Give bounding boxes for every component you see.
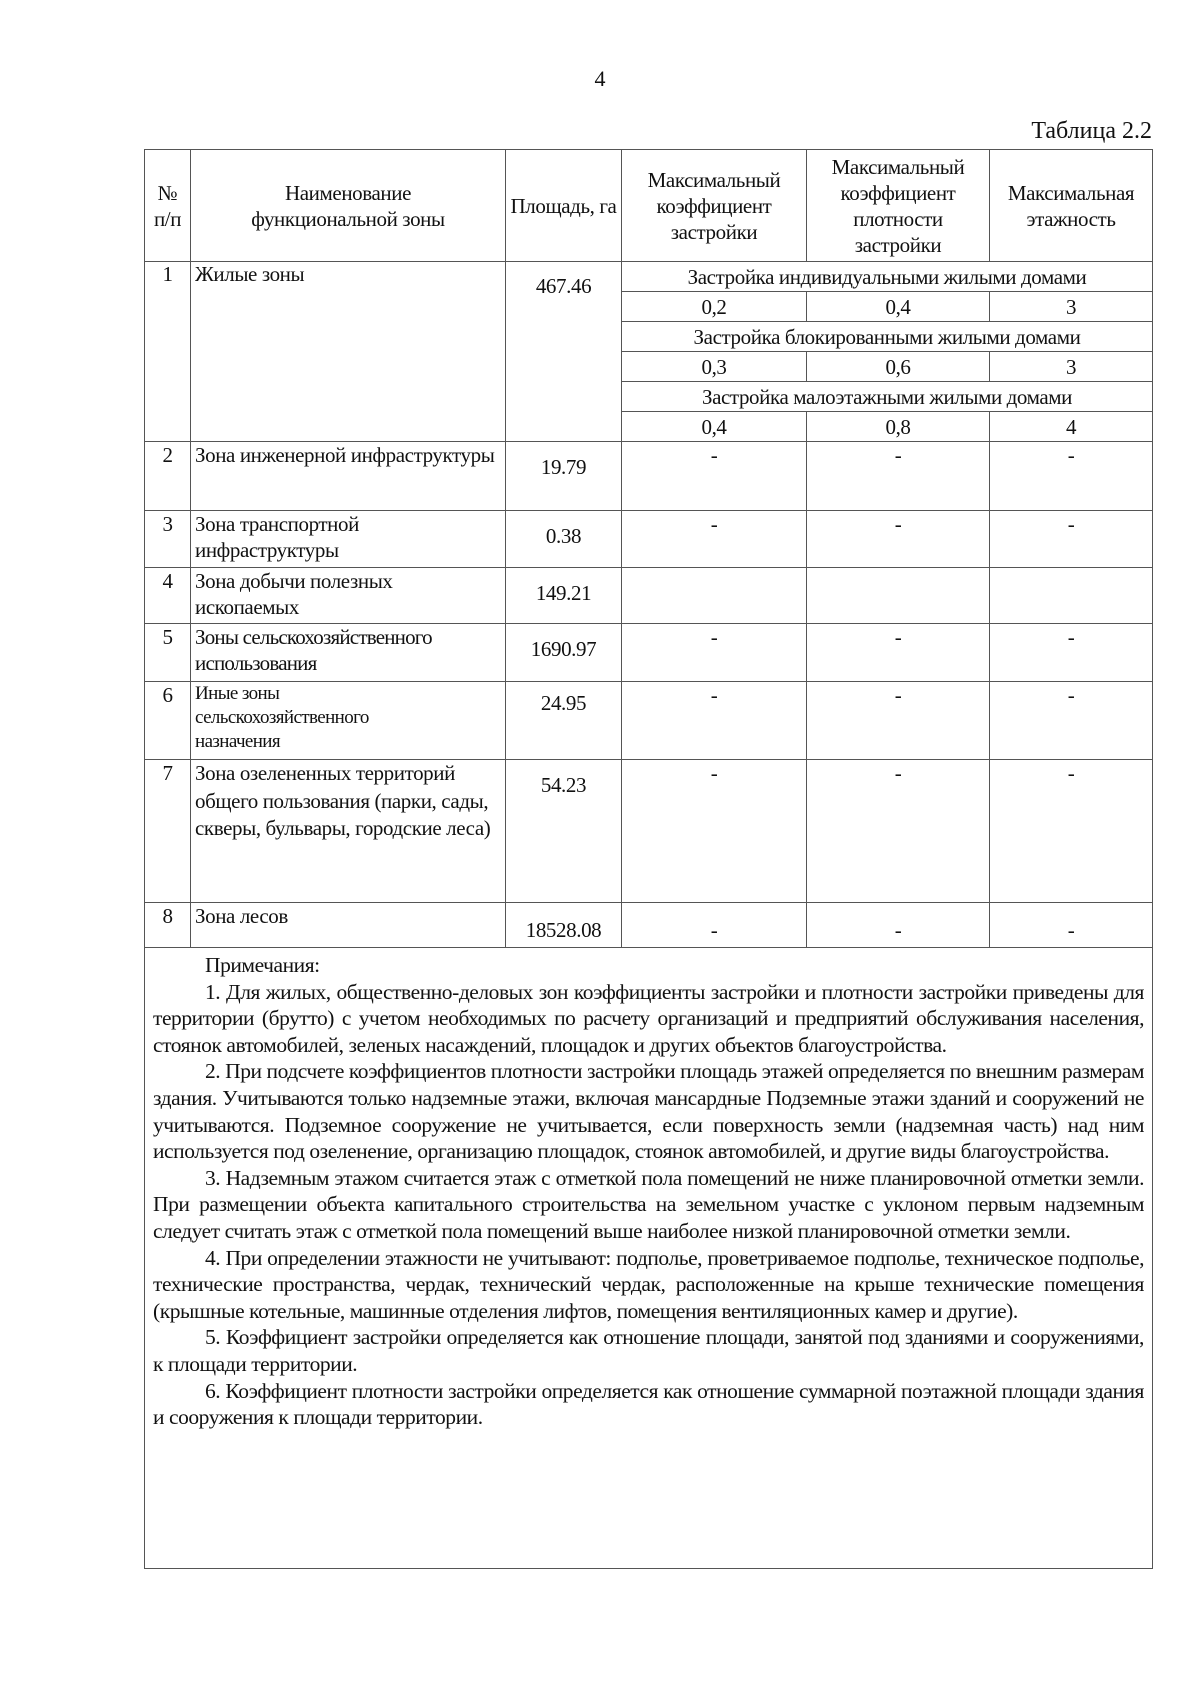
row-area: 19.79	[506, 442, 622, 511]
header-floors: Максимальная этажность	[990, 150, 1153, 262]
cell-value: -	[807, 442, 990, 511]
cell-value: -	[990, 682, 1153, 760]
cell-value: 0,8	[807, 412, 990, 442]
cell-value: 4	[990, 412, 1153, 442]
cell-value: -	[622, 903, 807, 948]
cell-value: -	[990, 442, 1153, 511]
row-area: 149.21	[506, 568, 622, 624]
cell-value: -	[807, 903, 990, 948]
cell-value: -	[807, 760, 990, 903]
row-num: 7	[145, 760, 191, 903]
note-item: 1. Для жилых, общественно-деловых зон коэффициенты застройки и плотности застройки приведены для территории (брутто) с учетом необходимых по расчету организаций и предприятий обслуживания населения, стоянок автомобилей, зеленых насаждений, площадок и других объектов благоустройства.	[153, 979, 1144, 1057]
header-density-coef: Максимальный коэффициент плотности застройки	[807, 150, 990, 262]
cell-value: -	[990, 511, 1153, 568]
header-build-coef: Максимальный коэффициент застройки	[622, 150, 807, 262]
row-name: Зона лесов	[191, 903, 506, 948]
cell-value: 0,4	[807, 292, 990, 322]
cell-value: -	[622, 511, 807, 568]
row-area: 1690.97	[506, 624, 622, 682]
cell-value: -	[990, 624, 1153, 682]
page-number: 4	[594, 66, 606, 91]
cell-value: 0,6	[807, 352, 990, 382]
row-num: 2	[145, 442, 191, 511]
row-name: Зона озелененных территорий общего пользования (парки, сады, скверы, бульвары, городские леса)	[191, 760, 506, 903]
row-num: 5	[145, 624, 191, 682]
row-area: 54.23	[506, 760, 622, 903]
row-name: Зона инженерной инфраструктуры	[191, 442, 506, 511]
zones-table	[144, 149, 1153, 1569]
cell-value: -	[807, 624, 990, 682]
row-name: Зоны сельскохозяйственного использования	[191, 624, 506, 682]
header-area: Площадь, га	[506, 150, 622, 262]
cell-value	[622, 568, 807, 624]
row-area: 0.38	[506, 511, 622, 568]
cell-value: -	[807, 511, 990, 568]
row-name: Иные зоны сельскохозяйственного назначения	[191, 682, 506, 760]
row-name: Зона добычи полезных ископаемых	[191, 568, 506, 624]
cell-value: 3	[990, 352, 1153, 382]
cell-value: -	[990, 903, 1153, 948]
cell-value: -	[622, 624, 807, 682]
cell-value: 3	[990, 292, 1153, 322]
note-item: 3. Надземным этажом считается этаж с отметкой пола помещений не ниже планировочной отметки земли. При размещении объекта капитального строительства на земельном участке с уклоном первым надземным следует считать этаж с отметкой пола помещений выше наиболее низкой планировочной отметки земли.	[153, 1165, 1144, 1243]
table-row	[145, 624, 1153, 682]
cell-value: -	[990, 760, 1153, 903]
notes	[145, 948, 1153, 1569]
cell-value: -	[622, 442, 807, 511]
cell-value: -	[622, 682, 807, 760]
row-num: 6	[145, 682, 191, 760]
cell-value: 0,3	[622, 352, 807, 382]
table-row	[145, 568, 1153, 624]
cell-value: -	[807, 682, 990, 760]
row-num: 8	[145, 903, 191, 948]
table-row	[145, 760, 1153, 903]
table-row	[145, 682, 1153, 760]
note-item: 5. Коэффициент застройки определяется как отношение площади, занятой под зданиями и сооружениями, к площади территории.	[153, 1325, 1144, 1376]
row-name: Зона транспортной инфраструктуры	[191, 511, 506, 568]
header-num: № п/п	[145, 150, 191, 262]
row-area: 18528.08	[506, 903, 622, 948]
cell-value	[990, 568, 1153, 624]
subgroup-title: Застройка малоэтажными жилыми домами	[622, 382, 1153, 412]
note-item: 2. При подсчете коэффициентов плотности застройки площадь этажей определяется по внешним размерам здания. Учитываются только надземные этажи, включая мансардные Подземные этажи зданий и сооружений не учитываются. Подземное сооружение не учитывается, если поверхность земли (надземная часть) над ним используется под озеленение, организацию площадок, стоянок автомобилей, и другие виды благоустройства.	[153, 1059, 1144, 1164]
table-header-row	[145, 150, 1153, 262]
table-caption: Таблица 2.2	[1031, 118, 1152, 144]
cell-value	[807, 568, 990, 624]
note-item: 6. Коэффициент плотности застройки определяется как отношение суммарной поэтажной площади здания и сооружения к площади территории.	[153, 1378, 1144, 1430]
row-num: 1	[145, 262, 191, 442]
table-row	[145, 903, 1153, 948]
row-num: 3	[145, 511, 191, 568]
table-row	[145, 442, 1153, 511]
row-area: 24.95	[506, 682, 622, 760]
subgroup-title: Застройка индивидуальными жилыми домами	[622, 262, 1153, 292]
table-row	[145, 511, 1153, 568]
cell-value: -	[622, 760, 807, 903]
notes-title: Примечания:	[205, 953, 320, 977]
note-item: 4. При определении этажности не учитывают: подполье, проветриваемое подполье, техническое подполье, технические пространства, чердак, технический чердак, расположенные на крыше технические помещения (крышные котельные, машинные отделения лифтов, помещения вентиляционных камер и другие).	[153, 1245, 1144, 1323]
header-name: Наименование функциональной зоны	[191, 150, 506, 262]
cell-value: 0,4	[622, 412, 807, 442]
notes-row	[145, 948, 1153, 1569]
row-name: Жилые зоны	[191, 262, 506, 442]
row-num: 4	[145, 568, 191, 624]
row-area: 467.46	[506, 262, 622, 442]
cell-value: 0,2	[622, 292, 807, 322]
subgroup-title: Застройка блокированными жилыми домами	[622, 322, 1153, 352]
table-row	[145, 262, 1153, 292]
